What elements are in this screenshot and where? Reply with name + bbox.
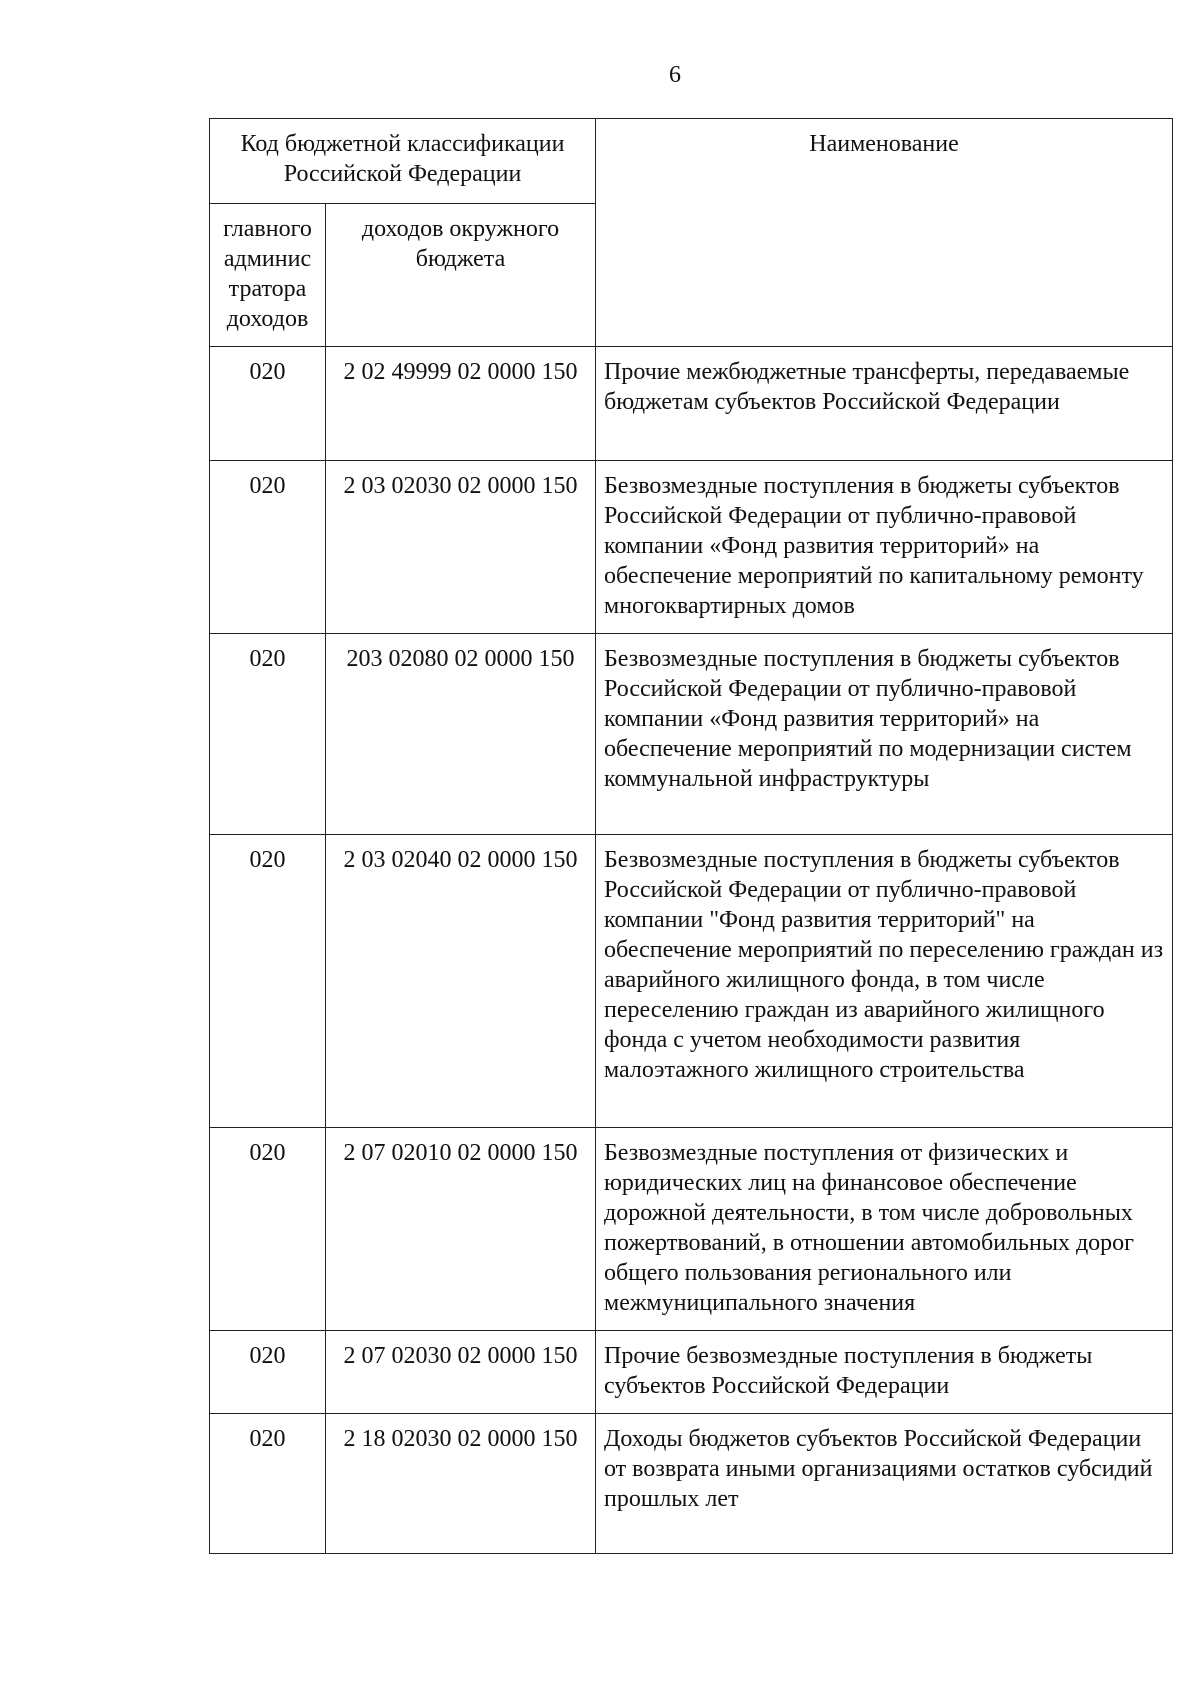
income-code-cell: 2 07 02010 02 0000 150 [326, 1128, 596, 1331]
page-number: 6 [669, 62, 681, 88]
name-cell: Безвозмездные поступления в бюджеты субъектов Российской Федерации от публично-правовой компании «Фонд развития территорий» на обеспечение мероприятий по капитальному ремонту многоквартирных домов [596, 461, 1173, 634]
income-code-cell: 2 03 02030 02 0000 150 [326, 461, 596, 634]
budget-classification-table [209, 118, 1173, 1554]
table-row [210, 1414, 1173, 1554]
admin-code-cell: 020 [210, 1331, 326, 1414]
admin-code-cell: 020 [210, 1414, 326, 1554]
name-cell: Безвозмездные поступления в бюджеты субъектов Российской Федерации от публично-правовой компании "Фонд развития территорий" на обеспечение мероприятий по переселению граждан из аварийного жилищного фонда, в том числе переселению граждан из аварийного жилищного фонда с учетом необходимости развития малоэтажного жилищного строительства [596, 835, 1173, 1128]
header-group-title: Код бюджетной классификации Российской Федерации [210, 119, 596, 204]
name-cell: Прочие межбюджетные трансферты, передаваемые бюджетам субъектов Российской Федерации [596, 347, 1173, 461]
income-code-cell: 2 03 02040 02 0000 150 [326, 835, 596, 1128]
table-row [210, 461, 1173, 634]
admin-code-cell: 020 [210, 634, 326, 835]
name-cell: Доходы бюджетов субъектов Российской Федерации от возврата иными организациями остатков субсидий прошлых лет [596, 1414, 1173, 1554]
table-row [210, 1331, 1173, 1414]
admin-code-cell: 020 [210, 1128, 326, 1331]
name-cell: Безвозмездные поступления от физических и юридических лиц на финансовое обеспечение дорожной деятельности, в том числе добровольных пожертвований, в отношении автомобильных дорог общего пользования регионального или межмуниципального значения [596, 1128, 1173, 1331]
admin-code-cell: 020 [210, 835, 326, 1128]
table-row [210, 1128, 1173, 1331]
table-row [210, 347, 1173, 461]
table-row [210, 835, 1173, 1128]
income-code-cell: 2 07 02030 02 0000 150 [326, 1331, 596, 1414]
name-cell: Безвозмездные поступления в бюджеты субъектов Российской Федерации от публично-правовой компании «Фонд развития территорий» на обеспечение мероприятий по модернизации систем коммунальной инфраструктуры [596, 634, 1173, 835]
income-code-cell: 2 02 49999 02 0000 150 [326, 347, 596, 461]
header-name-title: Наименование [596, 119, 1173, 347]
header-admin-title: главного админис тратора доходов [210, 204, 326, 347]
admin-code-cell: 020 [210, 461, 326, 634]
table-row [210, 634, 1173, 835]
income-code-cell: 2 18 02030 02 0000 150 [326, 1414, 596, 1554]
income-code-cell: 203 02080 02 0000 150 [326, 634, 596, 835]
header-income-title: доходов окружного бюджета [326, 204, 596, 347]
admin-code-cell: 020 [210, 347, 326, 461]
header-row [210, 119, 1173, 204]
name-cell: Прочие безвозмездные поступления в бюджеты субъектов Российской Федерации [596, 1331, 1173, 1414]
